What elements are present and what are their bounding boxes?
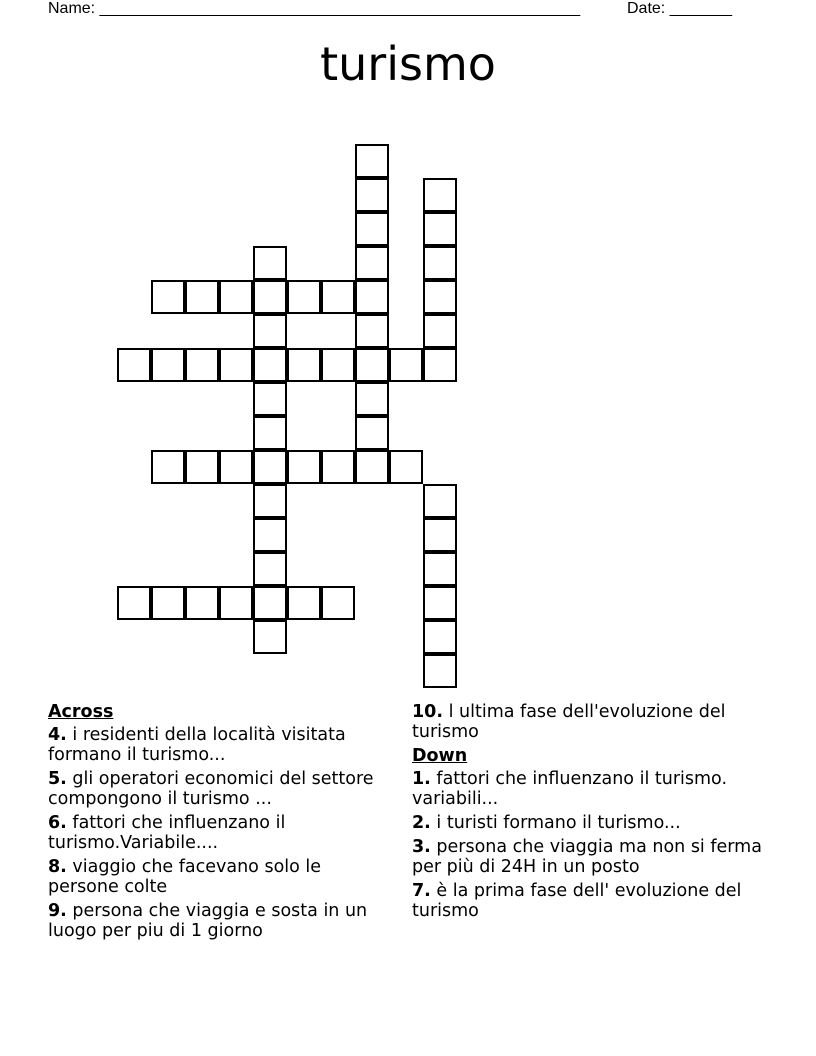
- grid-cell[interactable]: [219, 586, 253, 620]
- clue-number: 5.: [48, 769, 67, 789]
- grid-cell[interactable]: [253, 416, 287, 450]
- grid-cell[interactable]: [423, 518, 457, 552]
- clue-number: 10.: [412, 702, 444, 722]
- clue-text: viaggio che facevano solo le persone colte: [48, 857, 322, 897]
- grid-cell[interactable]: [219, 348, 253, 382]
- clue-number: 8.: [48, 857, 67, 877]
- grid-cell[interactable]: [253, 552, 287, 586]
- grid-cell[interactable]: [389, 348, 423, 382]
- grid-cell[interactable]: [355, 348, 389, 382]
- down-clue-1: [412, 769, 772, 809]
- grid-cell[interactable]: [423, 246, 457, 280]
- date-field-label: Date: _______: [627, 0, 732, 17]
- clue-text: l ultima fase dell'evoluzione del turismo: [412, 702, 726, 742]
- grid-cell[interactable]: [253, 620, 287, 654]
- grid-cell[interactable]: [253, 484, 287, 518]
- clue-number: 9.: [48, 901, 67, 921]
- clue-text: persona che viaggia e sosta in un luogo per piu di 1 giorno: [48, 901, 368, 941]
- grid-cell[interactable]: [151, 280, 185, 314]
- clue-text: fattori che influenzano il turismo. variabili...: [412, 769, 728, 809]
- grid-cell[interactable]: [253, 382, 287, 416]
- grid-cell[interactable]: [321, 280, 355, 314]
- grid-cell[interactable]: [185, 348, 219, 382]
- grid-cell[interactable]: [355, 178, 389, 212]
- grid-cell[interactable]: [219, 280, 253, 314]
- down-heading: Down: [412, 746, 468, 766]
- across-clue-6: [48, 813, 393, 853]
- across-clue-10: [412, 702, 772, 742]
- grid-cell[interactable]: [423, 178, 457, 212]
- clue-text: è la prima fase dell' evoluzione del turismo: [412, 881, 742, 921]
- down-clue-2: [412, 813, 772, 833]
- clue-text: persona che viaggia ma non si ferma per più di 24H in un posto: [412, 837, 762, 877]
- grid-cell[interactable]: [423, 484, 457, 518]
- grid-cell[interactable]: [423, 212, 457, 246]
- grid-cell[interactable]: [151, 348, 185, 382]
- across-clue-4: [48, 725, 393, 765]
- grid-cell[interactable]: [253, 450, 287, 484]
- grid-cell[interactable]: [253, 314, 287, 348]
- grid-cell[interactable]: [355, 416, 389, 450]
- grid-cell[interactable]: [185, 280, 219, 314]
- puzzle-title: turismo: [320, 37, 496, 91]
- grid-cell[interactable]: [321, 450, 355, 484]
- across-clue-9: [48, 901, 393, 941]
- grid-cell[interactable]: [219, 450, 253, 484]
- clue-number: 1.: [412, 769, 431, 789]
- grid-cell[interactable]: [389, 450, 423, 484]
- clue-number: 6.: [48, 813, 67, 833]
- clues-left-column: [48, 702, 393, 945]
- across-heading: Across: [48, 702, 114, 722]
- clue-text: gli operatori economici del settore compongono il turismo ...: [48, 769, 374, 809]
- grid-cell[interactable]: [423, 348, 457, 382]
- clues-right-column: [412, 702, 772, 925]
- grid-cell[interactable]: [287, 348, 321, 382]
- grid-cell[interactable]: [355, 212, 389, 246]
- grid-cell[interactable]: [253, 586, 287, 620]
- grid-cell[interactable]: [423, 586, 457, 620]
- grid-cell[interactable]: [355, 246, 389, 280]
- grid-cell[interactable]: [151, 586, 185, 620]
- clue-number: 3.: [412, 837, 431, 857]
- grid-cell[interactable]: [151, 450, 185, 484]
- across-clue-5: [48, 769, 393, 809]
- grid-cell[interactable]: [355, 450, 389, 484]
- clue-number: 2.: [412, 813, 431, 833]
- grid-cell[interactable]: [423, 552, 457, 586]
- across-clue-8: [48, 857, 393, 897]
- grid-cell[interactable]: [253, 348, 287, 382]
- clue-text: i turisti formano il turismo...: [436, 813, 681, 833]
- clue-number: 7.: [412, 881, 431, 901]
- grid-cell[interactable]: [253, 280, 287, 314]
- grid-cell[interactable]: [355, 280, 389, 314]
- grid-cell[interactable]: [287, 280, 321, 314]
- grid-cell[interactable]: [423, 620, 457, 654]
- down-clue-3: [412, 837, 772, 877]
- clue-text: fattori che influenzano il turismo.Variabile....: [48, 813, 286, 853]
- grid-cell[interactable]: [117, 348, 151, 382]
- grid-cell[interactable]: [117, 586, 151, 620]
- grid-cell[interactable]: [253, 518, 287, 552]
- grid-cell[interactable]: [185, 450, 219, 484]
- grid-cell[interactable]: [321, 348, 355, 382]
- grid-cell[interactable]: [253, 246, 287, 280]
- grid-cell[interactable]: [355, 144, 389, 178]
- grid-cell[interactable]: [321, 586, 355, 620]
- clue-number: 4.: [48, 725, 67, 745]
- clue-text: i residenti della località visitata formano il turismo...: [48, 725, 346, 765]
- grid-cell[interactable]: [355, 382, 389, 416]
- name-field-label: Name: ______________________________________________________: [48, 0, 581, 17]
- grid-cell[interactable]: [423, 654, 457, 688]
- grid-cell[interactable]: [185, 586, 219, 620]
- grid-cell[interactable]: [355, 314, 389, 348]
- grid-cell[interactable]: [423, 314, 457, 348]
- grid-cell[interactable]: [287, 450, 321, 484]
- grid-cell[interactable]: [423, 280, 457, 314]
- down-clue-7: [412, 881, 772, 921]
- grid-cell[interactable]: [287, 586, 321, 620]
